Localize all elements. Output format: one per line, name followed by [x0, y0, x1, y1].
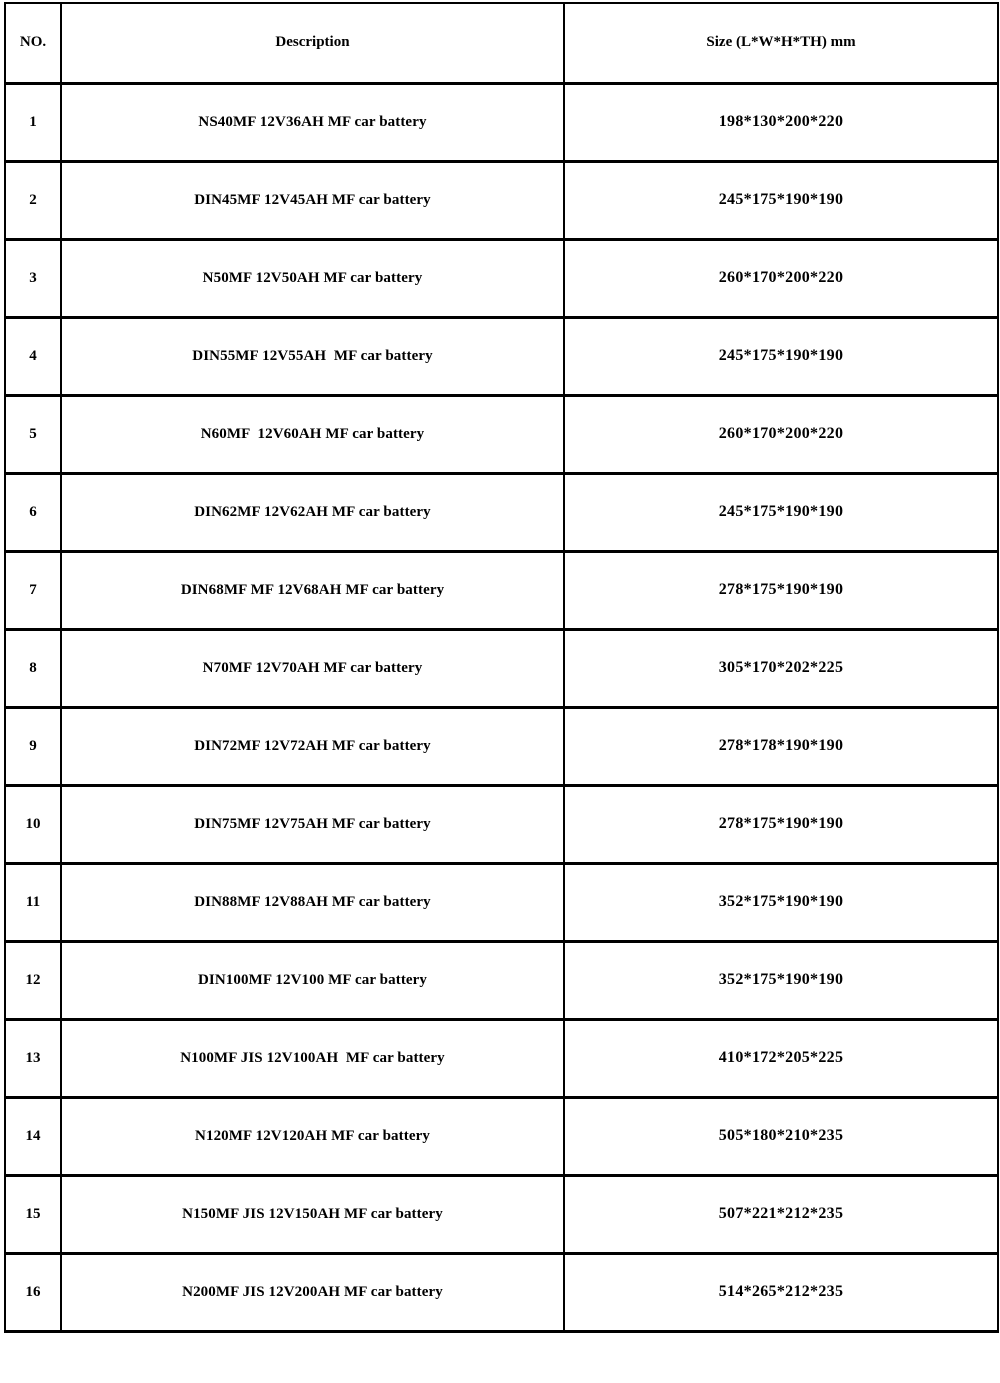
table-row — [5, 863, 998, 941]
row-number-cell: 8 — [5, 629, 61, 707]
row-number-cell: 4 — [5, 317, 61, 395]
row-number-cell: 10 — [5, 785, 61, 863]
row-number-cell: 7 — [5, 551, 61, 629]
description-cell: N60MF 12V60AH MF car battery — [61, 395, 564, 473]
table-header — [5, 3, 998, 83]
size-cell: 260*170*200*220 — [564, 395, 998, 473]
row-number-cell: 9 — [5, 707, 61, 785]
description-cell: DIN75MF 12V75AH MF car battery — [61, 785, 564, 863]
description-cell: N150MF JIS 12V150AH MF car battery — [61, 1175, 564, 1253]
size-cell: 278*175*190*190 — [564, 551, 998, 629]
table-row — [5, 629, 998, 707]
description-cell: N70MF 12V70AH MF car battery — [61, 629, 564, 707]
table-row — [5, 473, 998, 551]
row-number-cell: 6 — [5, 473, 61, 551]
table-row — [5, 707, 998, 785]
description-cell: DIN100MF 12V100 MF car battery — [61, 941, 564, 1019]
table-row — [5, 1253, 998, 1331]
row-number-cell: 2 — [5, 161, 61, 239]
header-cell-no: NO. — [5, 3, 61, 83]
description-cell: N120MF 12V120AH MF car battery — [61, 1097, 564, 1175]
size-cell: 410*172*205*225 — [564, 1019, 998, 1097]
row-number-cell: 11 — [5, 863, 61, 941]
size-cell: 245*175*190*190 — [564, 161, 998, 239]
row-number-cell: 15 — [5, 1175, 61, 1253]
size-cell: 305*170*202*225 — [564, 629, 998, 707]
size-cell: 260*170*200*220 — [564, 239, 998, 317]
description-cell: DIN68MF MF 12V68AH MF car battery — [61, 551, 564, 629]
row-number-cell: 16 — [5, 1253, 61, 1331]
description-cell: DIN55MF 12V55AH MF car battery — [61, 317, 564, 395]
size-cell: 505*180*210*235 — [564, 1097, 998, 1175]
description-cell: DIN72MF 12V72AH MF car battery — [61, 707, 564, 785]
table-row — [5, 785, 998, 863]
size-cell: 352*175*190*190 — [564, 863, 998, 941]
table-row — [5, 1019, 998, 1097]
row-number-cell: 1 — [5, 83, 61, 161]
row-number-cell: 14 — [5, 1097, 61, 1175]
size-cell: 352*175*190*190 — [564, 941, 998, 1019]
header-cell-size: Size (L*W*H*TH) mm — [564, 3, 998, 83]
row-number-cell: 5 — [5, 395, 61, 473]
size-cell: 245*175*190*190 — [564, 317, 998, 395]
table-row — [5, 395, 998, 473]
battery-spec-table — [4, 2, 999, 1333]
description-cell: N200MF JIS 12V200AH MF car battery — [61, 1253, 564, 1331]
header-cell-description: Description — [61, 3, 564, 83]
table-body — [5, 83, 998, 1331]
table-row — [5, 1097, 998, 1175]
table-row — [5, 317, 998, 395]
table-row — [5, 161, 998, 239]
size-cell: 245*175*190*190 — [564, 473, 998, 551]
table-row — [5, 551, 998, 629]
table-row — [5, 83, 998, 161]
table-row — [5, 1175, 998, 1253]
row-number-cell: 12 — [5, 941, 61, 1019]
header-row — [5, 3, 998, 83]
row-number-cell: 3 — [5, 239, 61, 317]
table-row — [5, 239, 998, 317]
description-cell: NS40MF 12V36AH MF car battery — [61, 83, 564, 161]
row-number-cell: 13 — [5, 1019, 61, 1097]
size-cell: 198*130*200*220 — [564, 83, 998, 161]
description-cell: N50MF 12V50AH MF car battery — [61, 239, 564, 317]
description-cell: DIN62MF 12V62AH MF car battery — [61, 473, 564, 551]
description-cell: N100MF JIS 12V100AH MF car battery — [61, 1019, 564, 1097]
description-cell: DIN88MF 12V88AH MF car battery — [61, 863, 564, 941]
size-cell: 278*178*190*190 — [564, 707, 998, 785]
table-row — [5, 941, 998, 1019]
size-cell: 278*175*190*190 — [564, 785, 998, 863]
size-cell: 514*265*212*235 — [564, 1253, 998, 1331]
size-cell: 507*221*212*235 — [564, 1175, 998, 1253]
description-cell: DIN45MF 12V45AH MF car battery — [61, 161, 564, 239]
